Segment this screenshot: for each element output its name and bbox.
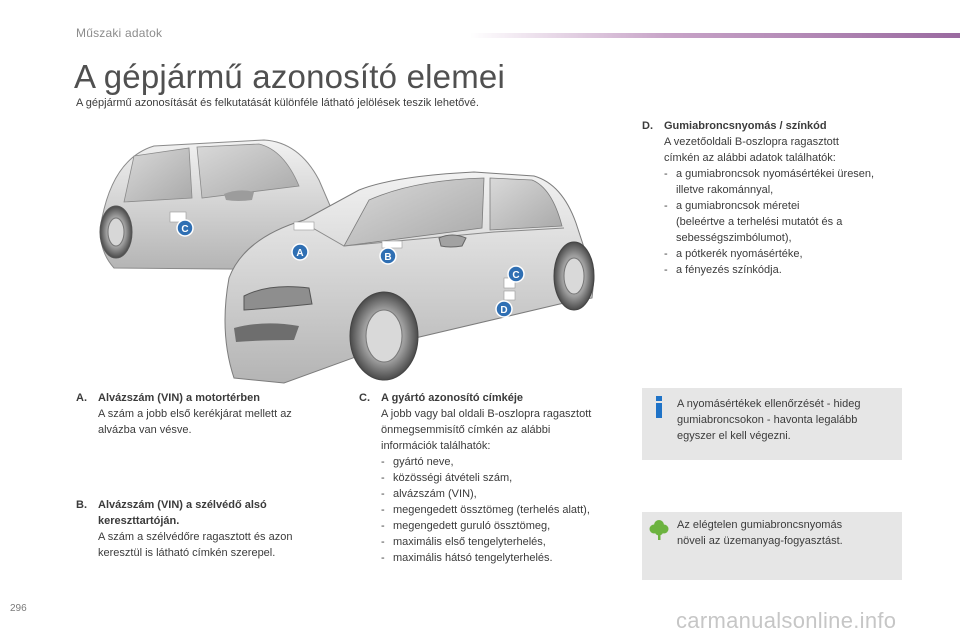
eco-note-line: növeli az üzemanyag-fogyasztást. [677, 535, 843, 547]
spec-c-line: információk találhatók: [381, 440, 491, 452]
spec-c-item: - maximális hátsó tengelyterhelés. [381, 550, 629, 566]
info-note-line: egyszer el kell végezni. [677, 430, 791, 442]
spec-d-item: - a fényezés színkódja. [664, 262, 912, 278]
spec-b-line: A szám a szélvédőre ragasztott és azon [98, 531, 293, 543]
spec-d-heading: Gumiabroncsnyomás / színkód [664, 120, 827, 132]
section-label: Műszaki adatok [76, 26, 163, 40]
svg-text:C: C [512, 270, 520, 281]
marker-a [292, 244, 308, 260]
spec-c-letter: C. [359, 392, 370, 404]
marker-c-rear [177, 220, 193, 236]
spec-c-item: - alvázszám (VIN), [381, 486, 629, 502]
svg-text:C: C [181, 224, 189, 235]
eco-tree-icon [648, 518, 670, 540]
spec-d-letter: D. [642, 120, 653, 132]
info-note-line: A nyomásértékek ellenőrzését - hideg [677, 398, 861, 410]
spec-c-item: - gyártó neve, [381, 454, 629, 470]
page-subtitle: A gépjármű azonosítását és felkutatását különféle látható jelölések teszik lehetővé. [76, 97, 479, 109]
watermark: carmanualsonline.info [676, 608, 897, 633]
eco-note [642, 512, 902, 580]
svg-text:D: D [500, 305, 508, 316]
spec-c-item: - megengedett össztömeg (terhelés alatt), [381, 502, 629, 518]
spec-b-heading: Alvázszám (VIN) a szélvédő alsó [98, 499, 267, 511]
spec-d-item: - a pótkerék nyomásértéke, [664, 246, 912, 262]
spec-c-item: - maximális első tengelyterhelés, [381, 534, 629, 550]
spec-c-line: A jobb vagy bal oldali B-oszlopra ragasztott [381, 408, 592, 420]
marker-c-front [508, 266, 524, 282]
spec-b-heading-cont: kereszttartóján. [98, 515, 180, 527]
header-accent-bar [470, 33, 960, 38]
spec-a-heading: Alvázszám (VIN) a motortérben [98, 392, 260, 404]
spec-c-heading: A gyártó azonosító címkéje [381, 392, 524, 404]
car-illustration [94, 128, 606, 390]
page-number: 296 [10, 603, 27, 614]
spec-a-line: A szám a jobb első kerékjárat mellett az [98, 408, 292, 420]
spec-a [76, 390, 326, 438]
spec-d [642, 118, 912, 278]
marker-d [496, 301, 512, 317]
spec-d-line: A vezetőoldali B-oszlopra ragasztott [664, 136, 839, 148]
eco-note-line: Az elégtelen gumiabroncsnyomás [677, 519, 843, 531]
spec-a-letter: A. [76, 392, 87, 404]
info-icon [652, 396, 666, 418]
spec-c [359, 390, 629, 566]
spec-d-item: - a gumiabroncsok nyomásértékei üresen, illetve rakománnyal, [664, 166, 912, 198]
spec-b-letter: B. [76, 499, 87, 511]
info-note [642, 388, 902, 460]
spec-d-line: címkén az alábbi adatok találhatók: [664, 152, 836, 164]
svg-text:A: A [296, 248, 304, 259]
spec-b-line: keresztül is látható címkén szerepel. [98, 547, 276, 559]
spec-d-list [642, 166, 912, 278]
spec-d-item: - a gumiabroncsok méretei (beleértve a terhelési mutatót és a sebességszimbólumot), [664, 198, 912, 246]
spec-c-item: - megengedett guruló össztömeg, [381, 518, 629, 534]
spec-b [76, 497, 336, 561]
spec-a-line: alvázba van vésve. [98, 424, 192, 436]
svg-text:B: B [384, 252, 392, 263]
info-note-line: gumiabroncsokon - havonta legalább [677, 414, 858, 426]
spec-c-line: önmegsemmisítő címkén az alábbi [381, 424, 551, 436]
marker-b [380, 248, 396, 264]
spec-c-list [359, 454, 629, 566]
spec-c-item: - közösségi átvételi szám, [381, 470, 629, 486]
page-title: A gépjármű azonosító elemei [74, 58, 505, 95]
